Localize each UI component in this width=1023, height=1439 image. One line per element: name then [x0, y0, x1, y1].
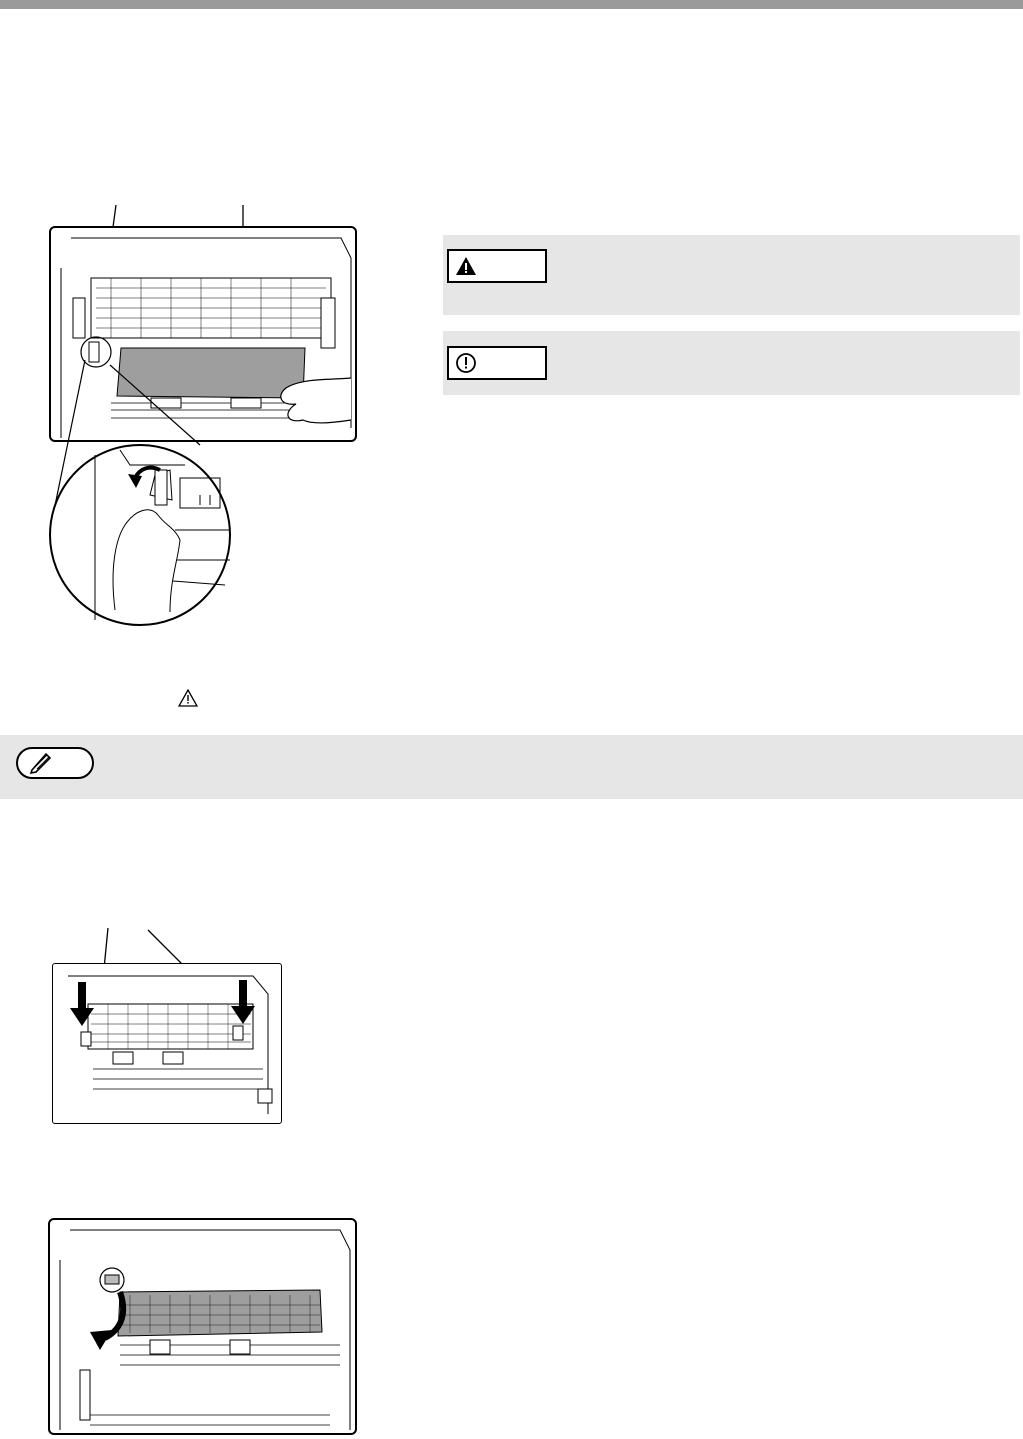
page-header-bar [0, 0, 1023, 9]
warning-triangle-icon [455, 256, 477, 276]
note-label [16, 747, 94, 779]
fusing-cover-open-illustration [48, 1218, 357, 1435]
note-callout [0, 735, 1023, 799]
jam-removal-illustration [49, 226, 357, 442]
fusing-unit-levers-illustration [52, 963, 282, 1124]
caution-callout [443, 331, 1020, 395]
exclamation-circle-icon [455, 352, 477, 374]
caution-label [447, 346, 547, 380]
warning-callout [443, 235, 1020, 315]
pencil-icon [26, 750, 56, 776]
warning-triangle-outline-icon [178, 689, 198, 707]
warning-label [447, 249, 547, 283]
